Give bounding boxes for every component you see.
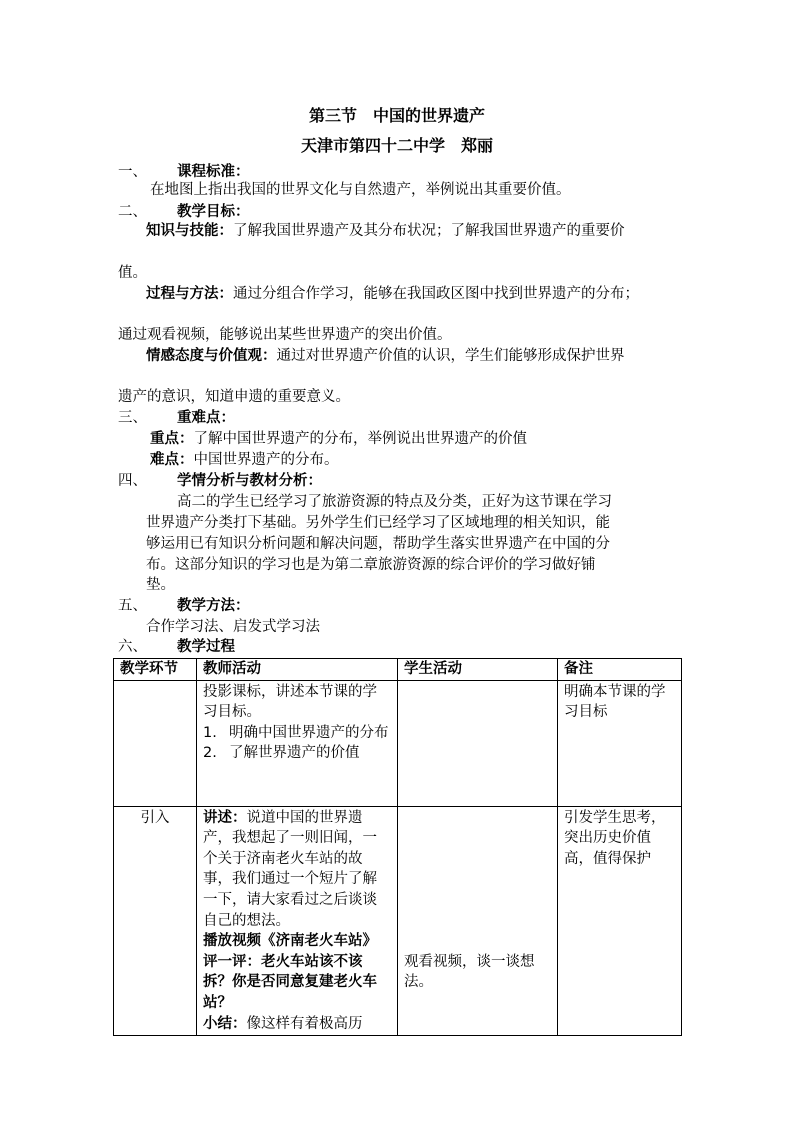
section-4-number: 四、: [118, 473, 147, 489]
knowledge-skills-label: 知识与技能：: [146, 223, 233, 239]
summary-label: 小结：: [203, 1015, 247, 1032]
analysis-line-4: 布。这部分知识的学习也是为第二章旅游资源的综合评价的学习做好铺: [146, 557, 596, 573]
row2-teacher-video: [203, 931, 391, 1013]
teaching-process-table: [113, 658, 682, 1036]
row2-teacher-lecture: [203, 808, 391, 932]
document-title: 第三节 中国的世界遗产: [308, 106, 485, 125]
emotion-values-text: 通过对世界遗产价值的认识，学生们能够形成保护世界: [276, 348, 625, 364]
header-teacher-activity: 教师活动: [197, 659, 398, 681]
lecture-label: 讲述：: [203, 809, 247, 826]
section-2-number: 二、: [118, 204, 147, 220]
difficulty-line: [150, 450, 339, 470]
teaching-methods-text: 合作学习法、启发式学习法: [146, 619, 320, 635]
analysis-line-1: 高二的学生已经学习了旅游资源的特点及分类，正好为这节课在学习: [177, 494, 612, 510]
table-header-row: [114, 659, 682, 681]
section-6-heading: 教学过程: [177, 639, 235, 655]
section-5-heading: 教学方法：: [177, 598, 250, 614]
section-3-heading: 重难点：: [177, 410, 235, 426]
key-point-label: 重点：: [150, 431, 194, 447]
row2-student-cell: [398, 806, 558, 1036]
row1-stage-cell: [114, 680, 197, 806]
section-1-text: 在地图上指出我国的世界文化与自然遗产，举例说出其重要价值。: [150, 182, 571, 198]
row1-student-cell: [398, 680, 558, 806]
section-3-number: 三、: [118, 410, 147, 426]
table-row: [114, 680, 682, 806]
header-notes: 备注: [558, 659, 682, 681]
knowledge-skills-text: 了解我国世界遗产及其分布状况；了解我国世界遗产的重要价: [233, 223, 625, 239]
section-2-heading: 教学目标：: [177, 204, 250, 220]
list-item-text: 了解世界遗产的价值: [229, 745, 360, 762]
difficulty-label: 难点：: [150, 452, 194, 468]
analysis-line-2: 世界遗产分类打下基础。另外学生们已经学习了区域地理的相关知识，能: [146, 515, 610, 531]
summary-text: 像这样有着极高历: [246, 1015, 363, 1032]
section-5-number: 五、: [118, 598, 147, 614]
header-stage: 教学环节: [114, 659, 197, 681]
emotion-values-continuation: 遗产的意识，知道申遗的重要意义。: [118, 389, 350, 405]
list-item-number: 1.: [203, 724, 217, 741]
key-point-line: [150, 429, 527, 449]
row2-teacher-summary: [203, 1014, 391, 1035]
analysis-line-3: 够运用已有知识分析问题和解决问题，帮助学生落实世界遗产在中国的分: [146, 536, 610, 552]
process-method-label: 过程与方法：: [146, 286, 233, 302]
key-point-text: 了解中国世界遗产的分布，举例说出世界遗产的价值: [193, 431, 527, 447]
section-1-heading: 课程标准：: [177, 164, 250, 180]
process-method-line: [146, 284, 639, 304]
lecture-text: 说道中国的世界遗产，我想起了一则旧闻，一个关于济南老火车站的故事，我们通过一个短片了解一下，请大家看过之后谈谈自己的想法。: [203, 809, 377, 929]
list-item-text: 明确中国世界遗产的分布: [229, 724, 389, 741]
row2-teacher-cell: [197, 806, 398, 1036]
emotion-values-line: [146, 346, 625, 366]
knowledge-skills-line: [146, 221, 625, 241]
section-6-number: 六、: [118, 639, 147, 655]
row1-note-cell: 明确本节课的学习目标: [558, 680, 682, 806]
header-student-activity: 学生活动: [398, 659, 558, 681]
row2-stage-cell: 引入: [114, 806, 197, 1036]
row1-teacher-intro: 投影课标，讲述本节课的学习目标。: [203, 683, 377, 721]
row2-student-text: 观看视频，谈一谈想法。: [404, 953, 535, 991]
author-line: 天津市第四十二中学 郑丽: [300, 136, 493, 155]
video-label: 播放视频《济南老火车站》: [203, 933, 377, 950]
list-item: [203, 723, 391, 744]
difficulty-text: 中国世界遗产的分布。: [193, 452, 339, 468]
section-4-heading: 学情分析与教材分析：: [177, 473, 322, 489]
emotion-values-label: 情感态度与价值观：: [146, 348, 277, 364]
process-method-continuation: 通过观看视频，能够说出某些世界遗产的突出价值。: [118, 327, 452, 343]
discussion-prompt: 评一评：老火车站该不该拆？你是否同意复建老火车站？: [203, 953, 377, 1011]
list-item-number: 2.: [203, 745, 217, 762]
process-method-text: 通过分组合作学习，能够在我国政区图中找到世界遗产的分布；: [233, 286, 639, 302]
row1-teacher-cell: [197, 680, 398, 806]
knowledge-skills-continuation: 值。: [118, 265, 147, 281]
section-1-number: 一、: [118, 164, 147, 180]
list-item: [203, 743, 391, 764]
table-row: [114, 806, 682, 1036]
row2-note-cell: 引发学生思考，突出历史价值高，值得保护: [558, 806, 682, 1036]
analysis-line-5: 垫。: [146, 577, 175, 593]
